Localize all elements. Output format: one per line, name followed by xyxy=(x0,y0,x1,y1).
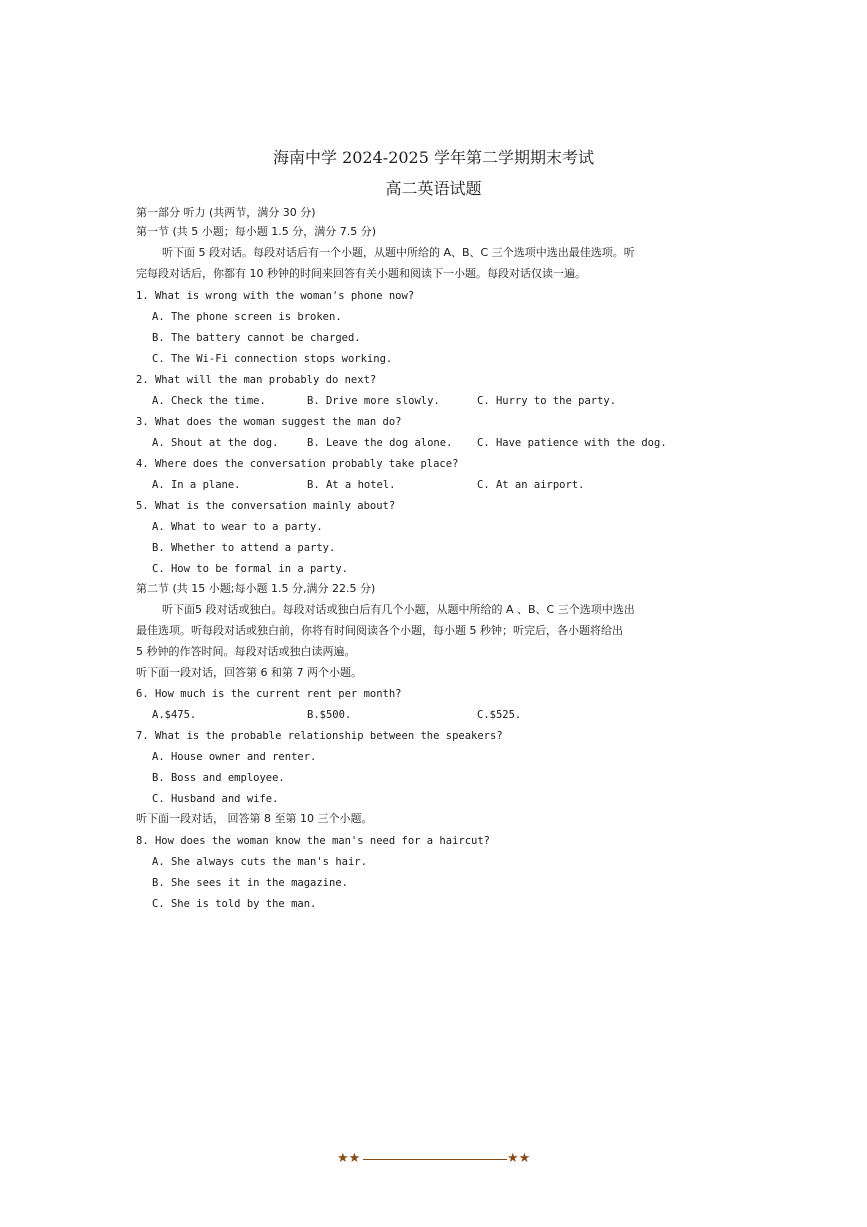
q6-option-c: C.$525. xyxy=(477,709,522,721)
q4-option-c: C. At an airport. xyxy=(477,479,585,491)
footer-divider xyxy=(363,1159,507,1160)
q5-option-b: B. Whether to attend a party. xyxy=(152,542,336,554)
q1-option-a: A. The phone screen is broken. xyxy=(152,311,342,323)
page-footer-ornament xyxy=(337,1150,537,1170)
question-4: 4. Where does the conversation probably take place? xyxy=(136,458,459,470)
part1-heading: 第一部分 听力 (共两节，满分 30 分) xyxy=(136,206,316,219)
q8-option-c: C. She is told by the man. xyxy=(152,898,317,910)
section1-instructions-line1: 听下面 5 段对话。每段对话后有一个小题，从题中所给的 A、B、C 三个选项中选出最佳选项。听 xyxy=(162,246,635,259)
q5-option-c: C. How to be formal in a party. xyxy=(152,563,348,575)
footer-star-right-icon: ★★ xyxy=(507,1151,531,1166)
q3-option-a: A. Shout at the dog. xyxy=(152,437,279,449)
q7-option-a: A. House owner and renter. xyxy=(152,751,317,763)
q8-option-b: B. She sees it in the magazine. xyxy=(152,877,348,889)
q2-option-a: A. Check the time. xyxy=(152,395,266,407)
q6-option-a: A.$475. xyxy=(152,709,197,721)
question-8: 8. How does the woman know the man's need for a haircut? xyxy=(136,835,491,847)
q5-option-a: A. What to wear to a party. xyxy=(152,521,323,533)
section2-instructions-line3: 5 秒钟的作答时间。每段对话或独白读两遍。 xyxy=(136,645,356,658)
section2-instructions-line2: 最佳选项。听每段对话或独白前，你将有时间阅读各个小题，每小题 5 秒钟；听完后，各小题将给出 xyxy=(136,624,623,637)
section1-instructions-line2: 完每段对话后，你都有 10 秒钟的时间来回答有关小题和阅读下一小题。每段对话仅读一遍。 xyxy=(136,267,586,280)
q7-option-c: C. Husband and wife. xyxy=(152,793,279,805)
q7-option-b: B. Boss and employee. xyxy=(152,772,285,784)
q4-option-a: A. In a plane. xyxy=(152,479,241,491)
exam-title: 海南中学 2024-2025 学年第二学期期末考试 xyxy=(272,148,595,167)
section2-heading: 第二节 (共 15 小题;每小题 1.5 分,满分 22.5 分) xyxy=(136,582,376,595)
q2-option-b: B. Drive more slowly. xyxy=(307,395,440,407)
q8-option-a: A. She always cuts the man's hair. xyxy=(152,856,367,868)
dialog-8-intro: 听下面一段对话， 回答第 8 至第 10 三个小题。 xyxy=(136,812,373,825)
q3-option-c: C. Have patience with the dog. xyxy=(477,437,667,449)
question-3: 3. What does the woman suggest the man do? xyxy=(136,416,402,428)
question-2: 2. What will the man probably do next? xyxy=(136,374,377,386)
exam-subtitle: 高二英语试题 xyxy=(385,179,482,198)
q2-option-c: C. Hurry to the party. xyxy=(477,395,617,407)
footer-star-left-icon: ★★ xyxy=(337,1151,361,1166)
q6-option-b: B.$500. xyxy=(307,709,352,721)
question-6: 6. How much is the current rent per month? xyxy=(136,688,402,700)
section2-instructions-line1: 听下面5 段对话或独白。每段对话或独白后有几个小题，从题中所给的 A 、B、C 三个选项中选出 xyxy=(162,603,635,616)
q4-option-b: B. At a hotel. xyxy=(307,479,396,491)
question-5: 5. What is the conversation mainly about? xyxy=(136,500,396,512)
dialog-6-intro: 听下面一段对话，回答第 6 和第 7 两个小题。 xyxy=(136,666,362,679)
question-7: 7. What is the probable relationship between the speakers? xyxy=(136,730,503,742)
question-1: 1. What is wrong with the woman's phone now? xyxy=(136,290,415,302)
q1-option-b: B. The battery cannot be charged. xyxy=(152,332,361,344)
q1-option-c: C. The Wi-Fi connection stops working. xyxy=(152,353,393,365)
section1-heading: 第一节 (共 5 小题；每小题 1.5 分，满分 7.5 分) xyxy=(136,225,377,238)
q3-option-b: B. Leave the dog alone. xyxy=(307,437,453,449)
